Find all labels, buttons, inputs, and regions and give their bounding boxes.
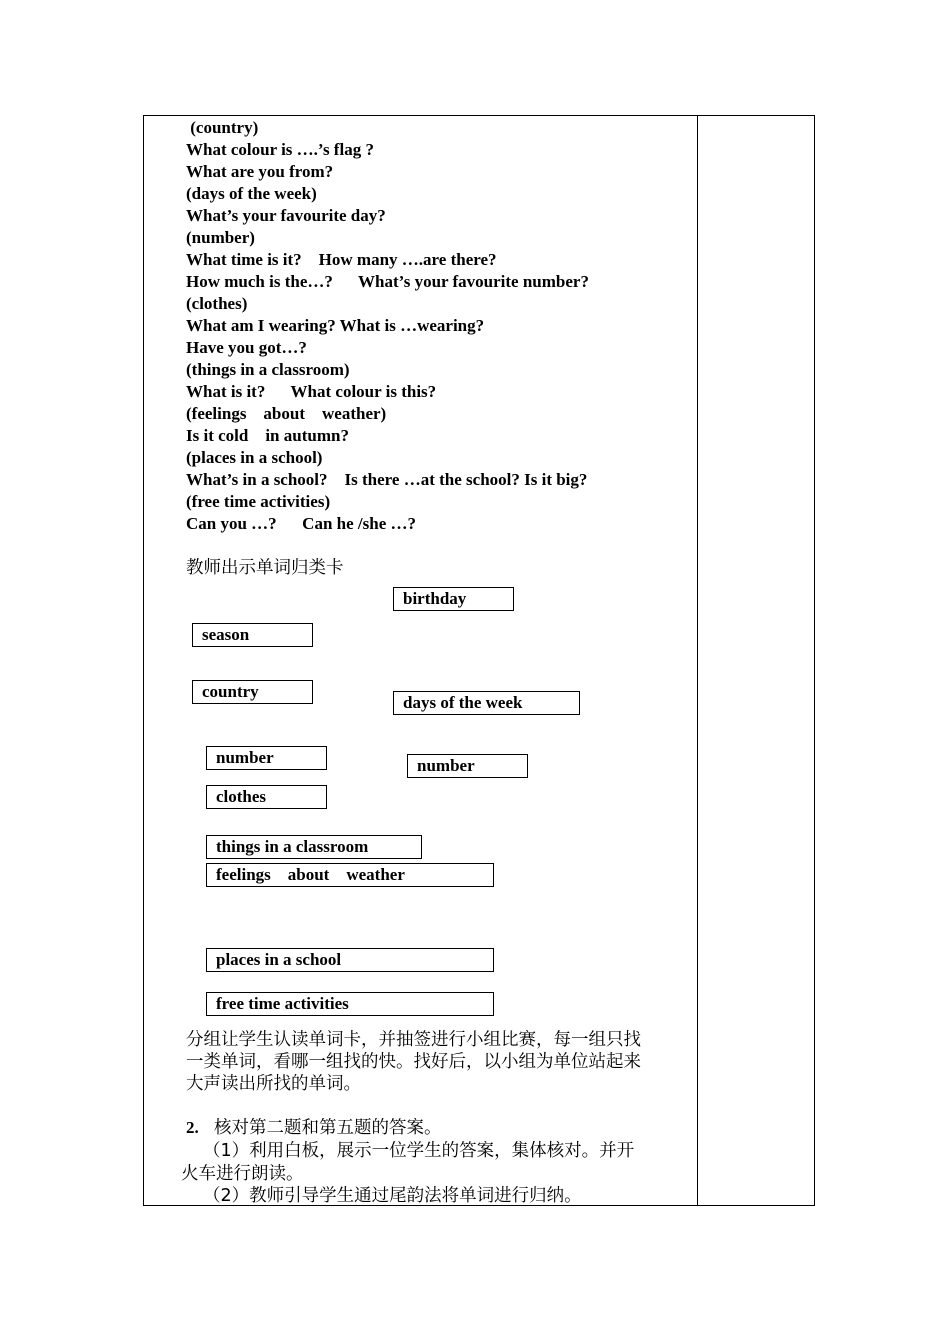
cards-intro: 教师出示单词归类卡 — [186, 558, 344, 578]
question-line: What am I wearing? What is …wearing? — [186, 316, 485, 335]
question-line: (places in a school) — [186, 448, 323, 467]
word-card: things in a classroom — [206, 835, 422, 859]
table-column-divider — [697, 115, 698, 1206]
word-card: free time activities — [206, 992, 494, 1016]
question-line: How much is the…? What’s your favourite number? — [186, 272, 589, 291]
word-card: season — [192, 623, 313, 647]
word-card: clothes — [206, 785, 327, 809]
question-line: (feelings about weather) — [186, 404, 387, 423]
word-card: number — [206, 746, 327, 770]
question-line: What’s in a school? Is there …at the school? Is it big? — [186, 470, 588, 489]
question-line: What colour is ….’s flag ? — [186, 140, 374, 159]
question-line: Is it cold in autumn? — [186, 426, 349, 445]
step2-item1: （1）利用白板，展示一位学生的答案，集体核对。并开 — [203, 1141, 635, 1161]
question-line: (country) — [186, 118, 259, 137]
question-line: What time is it? How many ….are there? — [186, 250, 497, 269]
step2-title: 核对第二题和第五题的答案。 — [214, 1118, 442, 1138]
question-line: (clothes) — [186, 294, 248, 313]
question-line: (number) — [186, 228, 255, 247]
word-card: number — [407, 754, 528, 778]
word-card: days of the week — [393, 691, 580, 715]
group-paragraph-line: 大声读出所找的单词。 — [186, 1074, 361, 1094]
question-line: (days of the week) — [186, 184, 317, 203]
question-line: What is it? What colour is this? — [186, 382, 437, 401]
step2-number: 2. — [186, 1118, 199, 1137]
step2-item2: （2）教师引导学生通过尾韵法将单词进行归纳。 — [203, 1186, 582, 1206]
word-card: country — [192, 680, 313, 704]
word-card: birthday — [393, 587, 514, 611]
group-paragraph-line: 分组让学生认读单词卡，并抽签进行小组比赛，每一组只找 — [186, 1030, 641, 1050]
word-card: places in a school — [206, 948, 494, 972]
word-card: feelings about weather — [206, 863, 494, 887]
question-line: Have you got…? — [186, 338, 307, 357]
question-line: (things in a classroom) — [186, 360, 350, 379]
question-line: What are you from? — [186, 162, 334, 181]
group-paragraph-line: 一类单词，看哪一组找的快。找好后，以小组为单位站起来 — [186, 1052, 641, 1072]
question-line: (free time activities) — [186, 492, 331, 511]
question-line: What’s your favourite day? — [186, 206, 386, 225]
step2-item1-cont: 火车进行朗读。 — [181, 1164, 304, 1184]
question-line: Can you …? Can he /she …? — [186, 514, 417, 533]
